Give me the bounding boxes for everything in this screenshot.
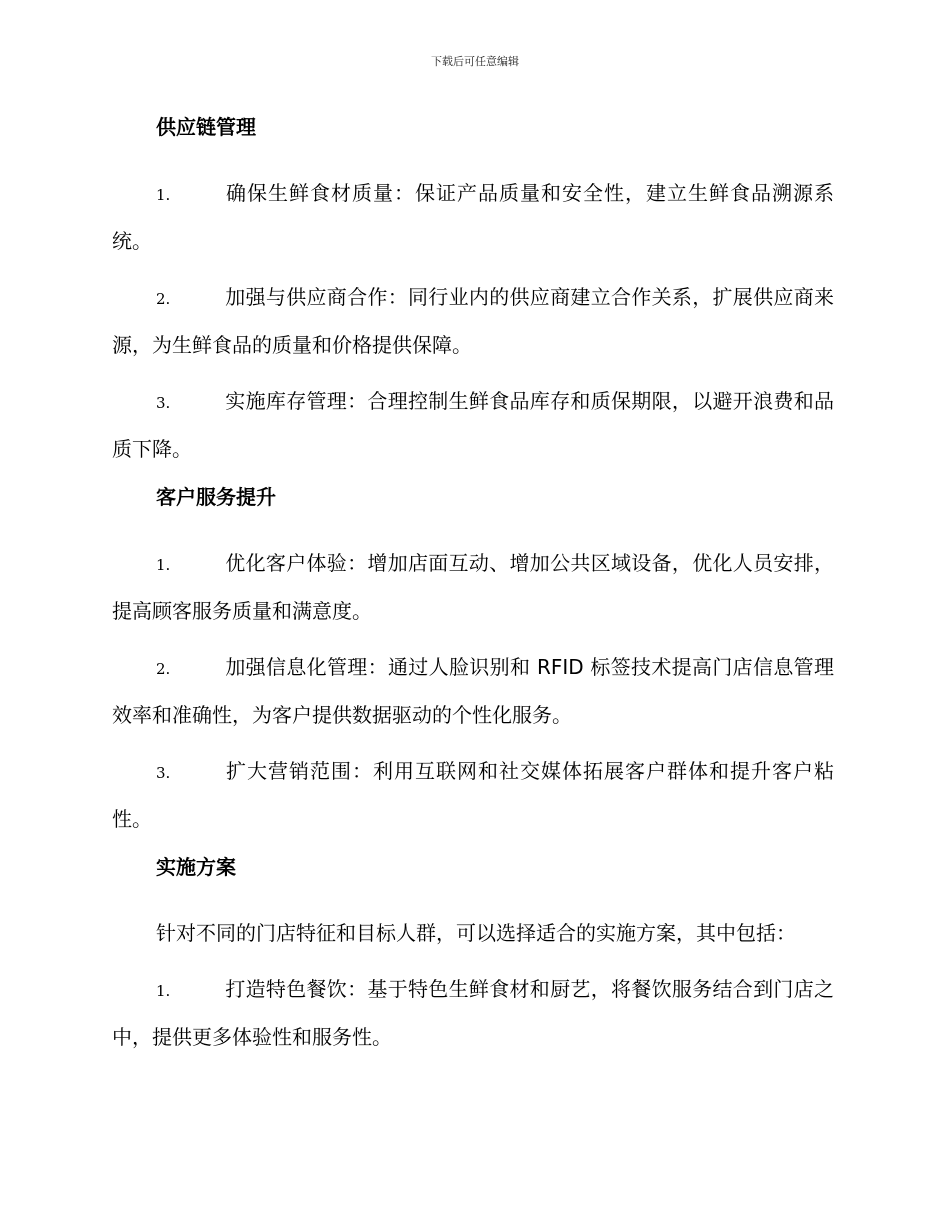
list-item-text: 加强与供应商合作：同行业内的供应商建立合作关系，扩展供应商来源，为生鲜食品的质量和价格提供保障。 [112, 285, 834, 357]
list-item [112, 540, 834, 634]
list-item [112, 378, 834, 472]
list-item-text: 打造特色餐饮：基于特色生鲜食材和厨艺，将餐饮服务结合到门店之中，提供更多体验性和服务性。 [112, 977, 834, 1049]
list-item-number: 3. [156, 764, 171, 782]
page-header: 下载后可任意编辑 [431, 55, 519, 68]
list-item-number: 1. [156, 982, 171, 1000]
list-item-number: 2. [156, 660, 171, 678]
list-item-number: 1. [156, 186, 171, 204]
list-item [112, 170, 834, 264]
document-body [112, 112, 834, 1070]
list-item-text: 优化客户体验：增加店面互动、增加公共区域设备，优化人员安排，提高顾客服务质量和满意度。 [112, 551, 834, 623]
section-heading-implementation: 实施方案 [156, 855, 236, 879]
section-intro-paragraph: 针对不同的门店特征和目标人群，可以选择适合的实施方案，其中包括： [156, 921, 796, 945]
list-item [112, 274, 834, 368]
list-item-text: 扩大营销范围：利用互联网和社交媒体拓展客户群体和提升客户粘性。 [112, 759, 834, 831]
list-item-text: 实施库存管理：合理控制生鲜食品库存和质保期限，以避开浪费和品质下降。 [112, 389, 834, 461]
list-item-number: 3. [156, 394, 171, 412]
list-item-text: 确保生鲜食材质量：保证产品质量和安全性，建立生鲜食品溯源系统。 [112, 181, 834, 253]
list-item-number: 1. [156, 556, 171, 574]
list-item [112, 748, 834, 842]
section-heading-customer-service: 客户服务提升 [156, 485, 276, 509]
list-item-text: 加强信息化管理：通过人脸识别和 RFID 标签技术提高门店信息管理效率和准确性，为客户提供数据驱动的个性化服务。 [112, 655, 834, 727]
list-item [112, 644, 834, 738]
list-item-number: 2. [156, 290, 171, 308]
section-heading-supply-chain: 供应链管理 [156, 115, 256, 139]
list-item [112, 966, 834, 1060]
